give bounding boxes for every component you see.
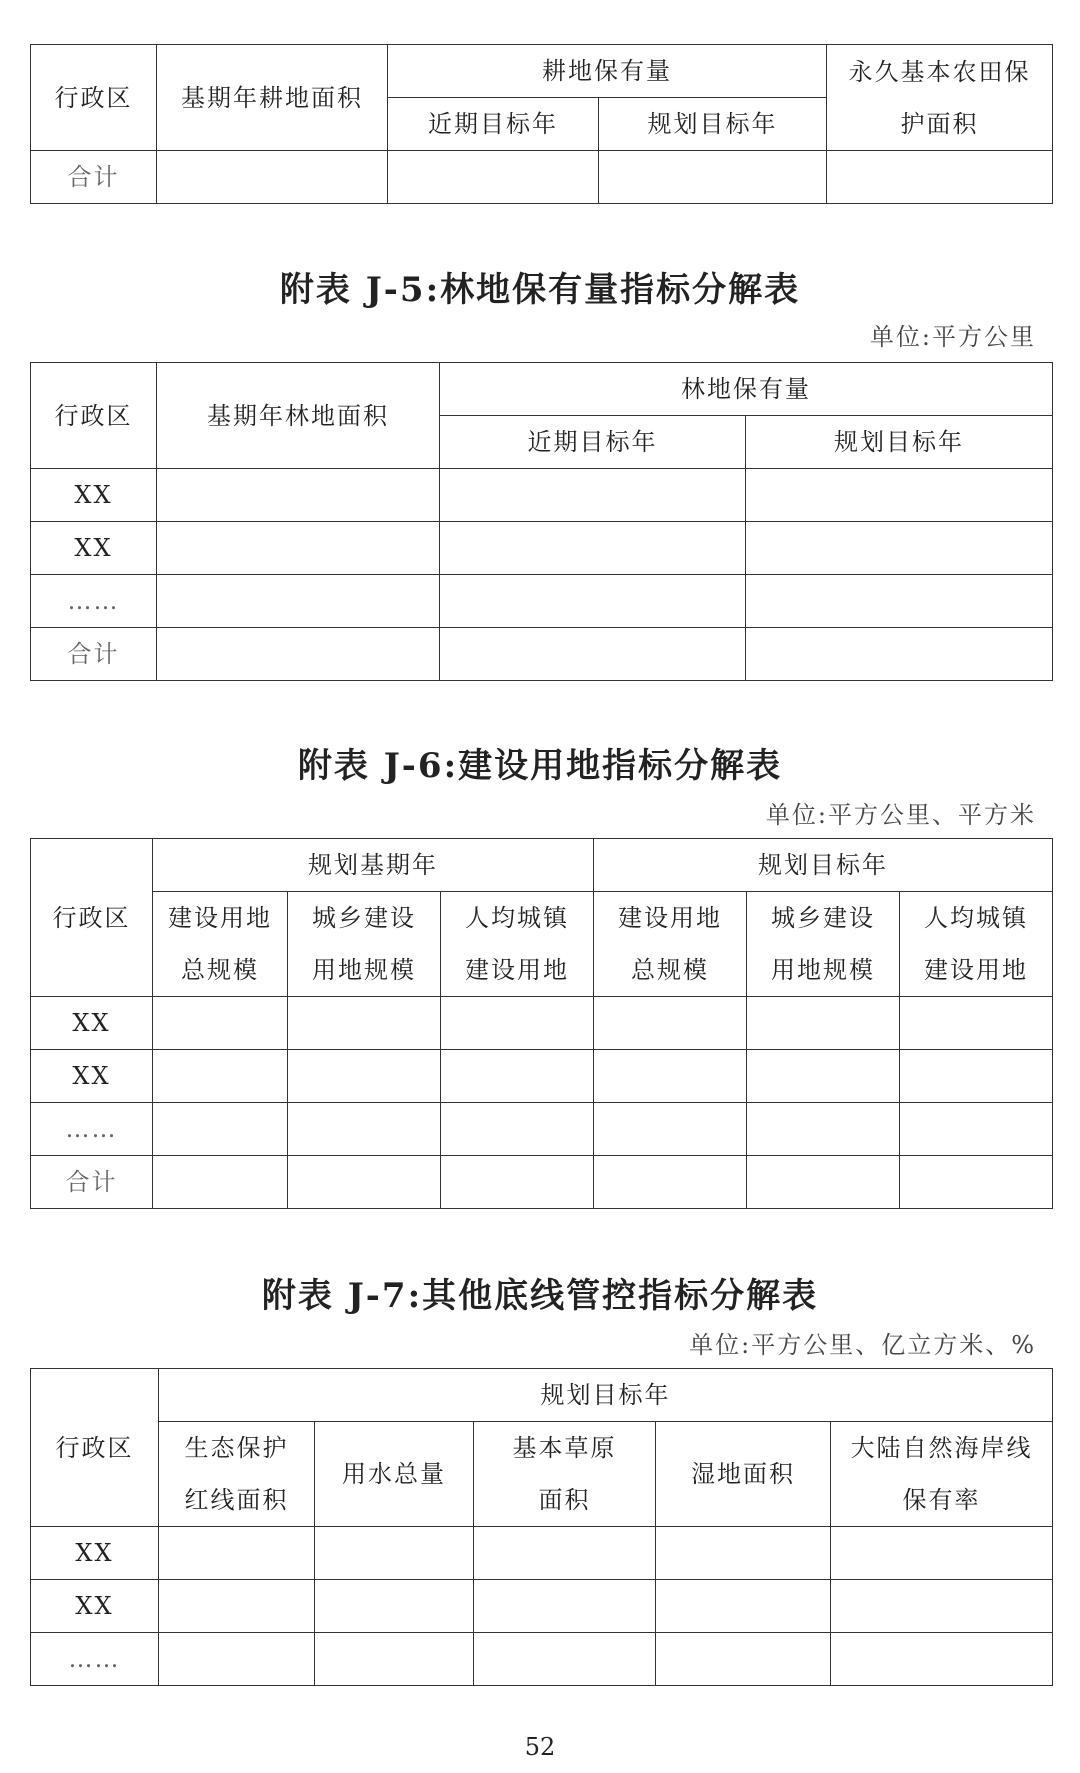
- table-j6: [30, 838, 1053, 1209]
- header-plan-target: 规划目标年: [746, 416, 1053, 469]
- header-col-1: 建设用地 总规模: [153, 892, 288, 997]
- header-near-target: 近期目标年: [388, 98, 599, 151]
- table-cell: [827, 151, 1053, 204]
- header-base-forest: 基期年林地面积: [157, 363, 440, 469]
- header-col-3: 人均城镇 建设用地: [441, 892, 594, 997]
- table-j5: [30, 362, 1053, 681]
- row-label: XX: [31, 997, 153, 1050]
- table-cell: [388, 151, 599, 204]
- header-col-6: 人均城镇 建设用地: [900, 892, 1053, 997]
- table-cell: [599, 151, 827, 204]
- header-permanent-farmland-line2: 护面积: [900, 109, 979, 138]
- row-total-label: 合计: [31, 628, 157, 681]
- header-farmland-group: 耕地保有量: [388, 45, 827, 98]
- table-j4-tail: [30, 44, 1053, 204]
- header-base-farmland: 基期年耕地面积: [157, 45, 388, 151]
- row-label: ……: [31, 1633, 159, 1686]
- table-j7-unit: 单位:平方公里、亿立方米、%: [689, 1331, 1036, 1359]
- table-cell: [157, 151, 388, 204]
- table-j7: [30, 1368, 1053, 1686]
- header-target-year: 规划目标年: [594, 839, 1053, 892]
- row-label: XX: [31, 1050, 153, 1103]
- row-total-label: 合计: [31, 151, 157, 204]
- row-total-label: 合计: [31, 1156, 153, 1209]
- row-label: XX: [31, 1580, 159, 1633]
- table-j5-unit: 单位:平方公里: [869, 323, 1036, 351]
- header-region: 行政区: [31, 1369, 159, 1527]
- row-label: XX: [31, 469, 157, 522]
- header-region: 行政区: [31, 363, 157, 469]
- table-j6-unit: 单位:平方公里、平方米: [765, 801, 1036, 829]
- header-near-target: 近期目标年: [440, 416, 746, 469]
- header-col-1: 生态保护 红线面积: [159, 1422, 315, 1527]
- header-col-4: 建设用地 总规模: [594, 892, 747, 997]
- page-number: 52: [524, 1733, 556, 1761]
- header-col-5: 大陆自然海岸线 保有率: [831, 1422, 1053, 1527]
- header-col-2: 用水总量: [315, 1422, 474, 1527]
- header-col-5: 城乡建设 用地规模: [747, 892, 900, 997]
- header-plan-target: 规划目标年: [599, 98, 827, 151]
- table-j6-title: 附表 J-6:建设用地指标分解表: [297, 746, 783, 786]
- header-region: 行政区: [31, 45, 157, 151]
- header-permanent-farmland: [827, 45, 1053, 151]
- header-base-year: 规划基期年: [153, 839, 594, 892]
- header-target-year: 规划目标年: [159, 1369, 1053, 1422]
- header-region: 行政区: [31, 839, 153, 997]
- row-label: ……: [31, 575, 157, 628]
- header-col-3: 基本草原 面积: [474, 1422, 656, 1527]
- table-j5-title: 附表 J-5:林地保有量指标分解表: [279, 270, 801, 310]
- header-permanent-farmland-line1: 永久基本农田保: [848, 57, 1031, 86]
- header-forest-group: 林地保有量: [440, 363, 1053, 416]
- row-label: XX: [31, 522, 157, 575]
- table-j7-title: 附表 J-7:其他底线管控指标分解表: [261, 1276, 819, 1316]
- header-col-2: 城乡建设 用地规模: [288, 892, 441, 997]
- row-label: ……: [31, 1103, 153, 1156]
- header-col-4: 湿地面积: [656, 1422, 831, 1527]
- row-label: XX: [31, 1527, 159, 1580]
